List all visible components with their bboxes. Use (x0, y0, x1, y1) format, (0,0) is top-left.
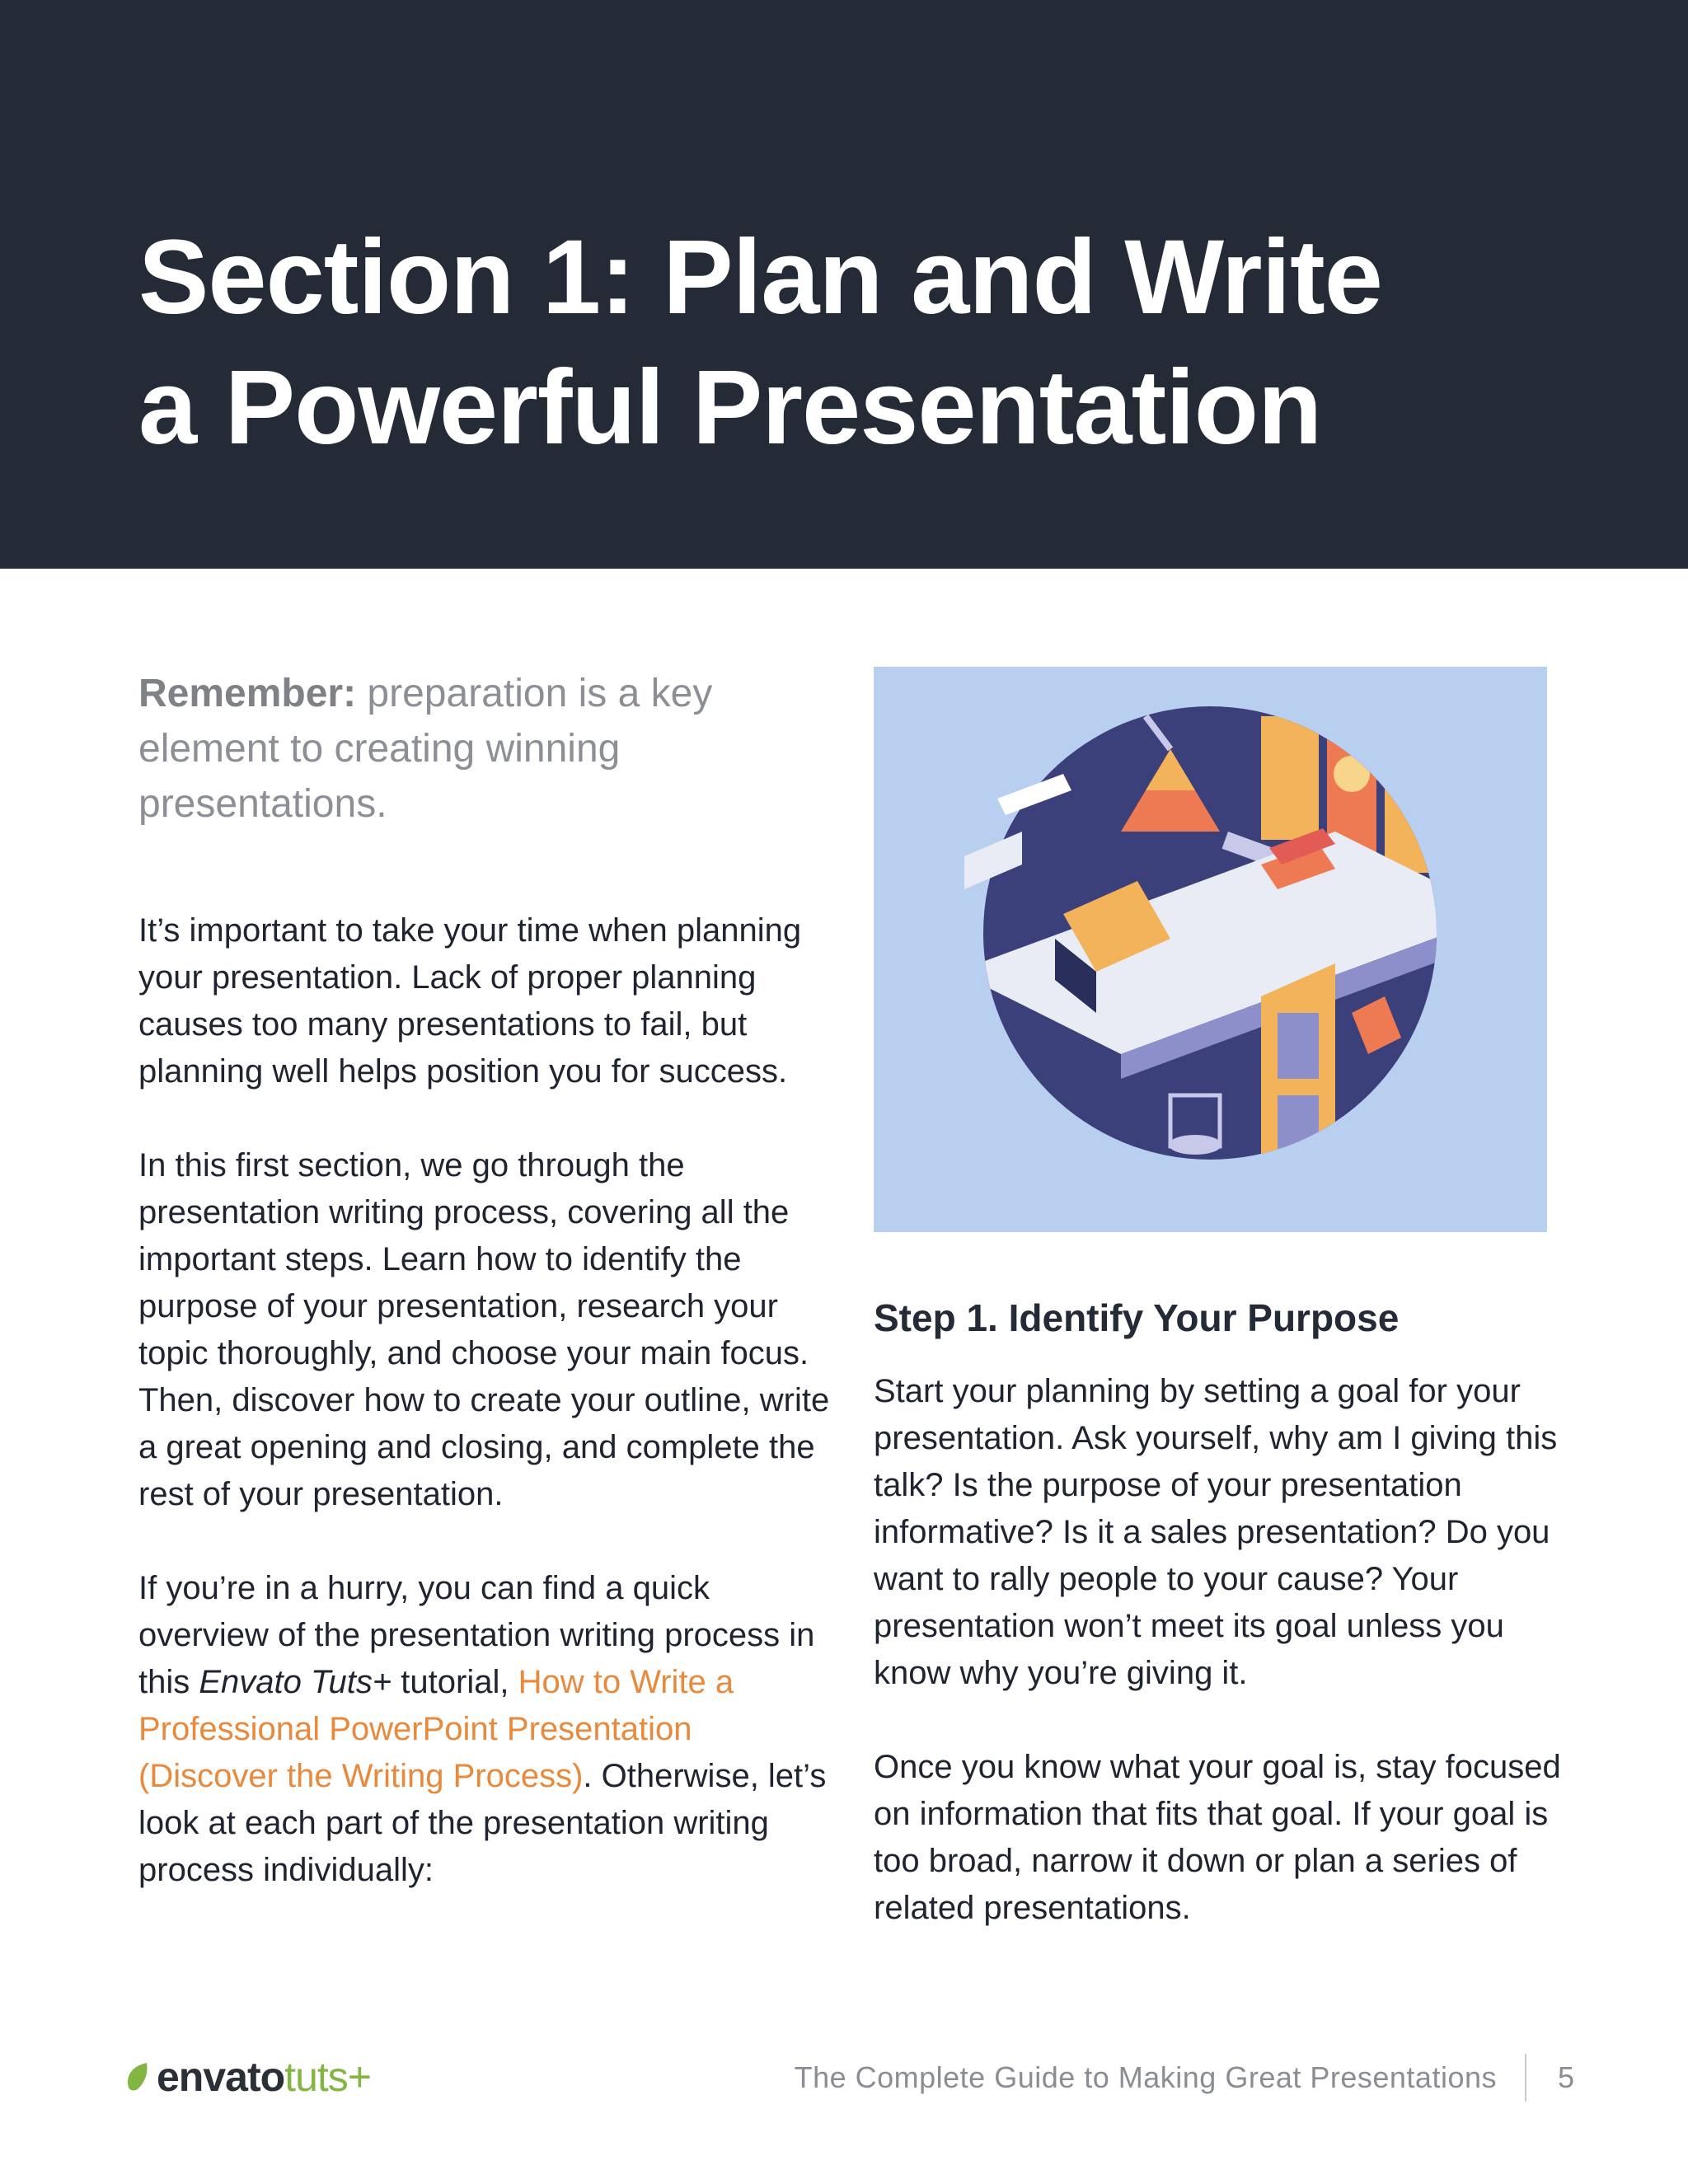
logo-tuts: tuts+ (284, 2054, 371, 2100)
desk-illustration (874, 667, 1547, 1232)
logo-envato: envato (157, 2054, 285, 2100)
envato-tuts-logo (124, 2052, 371, 2102)
tutorial-brand: Envato Tuts+ (199, 1664, 392, 1700)
footer-divider (1525, 2054, 1526, 2102)
footer-guide-title: The Complete Guide to Making Great Presentations (794, 2060, 1497, 2094)
title-line-2: a Powerful Presentation (138, 349, 1322, 466)
tutorial-text-c: . Otherwise, let’s look at each part of the presentation writing process individually: (138, 1758, 827, 1888)
intro-paragraph: It’s important to take your time when planning your presentation. Lack of proper planning causes too many presentations to fail, but planning well helps position you for success. (138, 912, 802, 1090)
purpose-paragraph-2: Once you know what your goal is, stay focused on information that fits that goal. If your goal is too broad, narrow it down or plan a series of related presentations. (874, 1749, 1561, 1926)
tutorial-text-b: tutorial, (392, 1664, 518, 1700)
callout-label: Remember: (138, 672, 357, 715)
desk-illustration-art (874, 667, 1547, 1232)
callout-text: preparation is a key element to creating winning presentations. (138, 672, 713, 826)
purpose-paragraph-1: Start your planning by setting a goal for your presentation. Ask yourself, why am I giving this talk? Is the purpose of your presentation informative? Is it a sales presentation? Do you want to rally people to your cause? Your presentation won’t meet its goal unless you know why you’re giving it. (874, 1373, 1558, 1691)
section-title (138, 213, 1622, 473)
section-header (0, 0, 1688, 569)
tutorial-text-a: If you’re in a hurry, you can find a quick overview of the presentation writing process in this (138, 1570, 815, 1700)
page-number: 5 (1558, 2060, 1575, 2094)
remember-callout (138, 666, 831, 832)
tutorial-paragraph (138, 1565, 831, 1894)
envato-leaf-icon (124, 2061, 152, 2093)
left-column (138, 666, 831, 1941)
tutorial-link[interactable]: How to Write a Professional PowerPoint Presentation (Discover the Writing Process) (138, 1664, 734, 1794)
right-column (874, 1289, 1566, 1979)
section-overview-paragraph: In this first section, we go through the presentation writing process, covering all the important steps. Learn how to identify the purpose of your presentation, research your topic thoroughly, and choose your main focus. Then, discover how to create your outline, write a great opening and closing, and complete the rest of your presentation. (138, 1147, 830, 1512)
title-line-1: Section 1: Plan and Write (138, 218, 1382, 336)
step-1-heading: Step 1. Identify Your Purpose (874, 1296, 1400, 1339)
